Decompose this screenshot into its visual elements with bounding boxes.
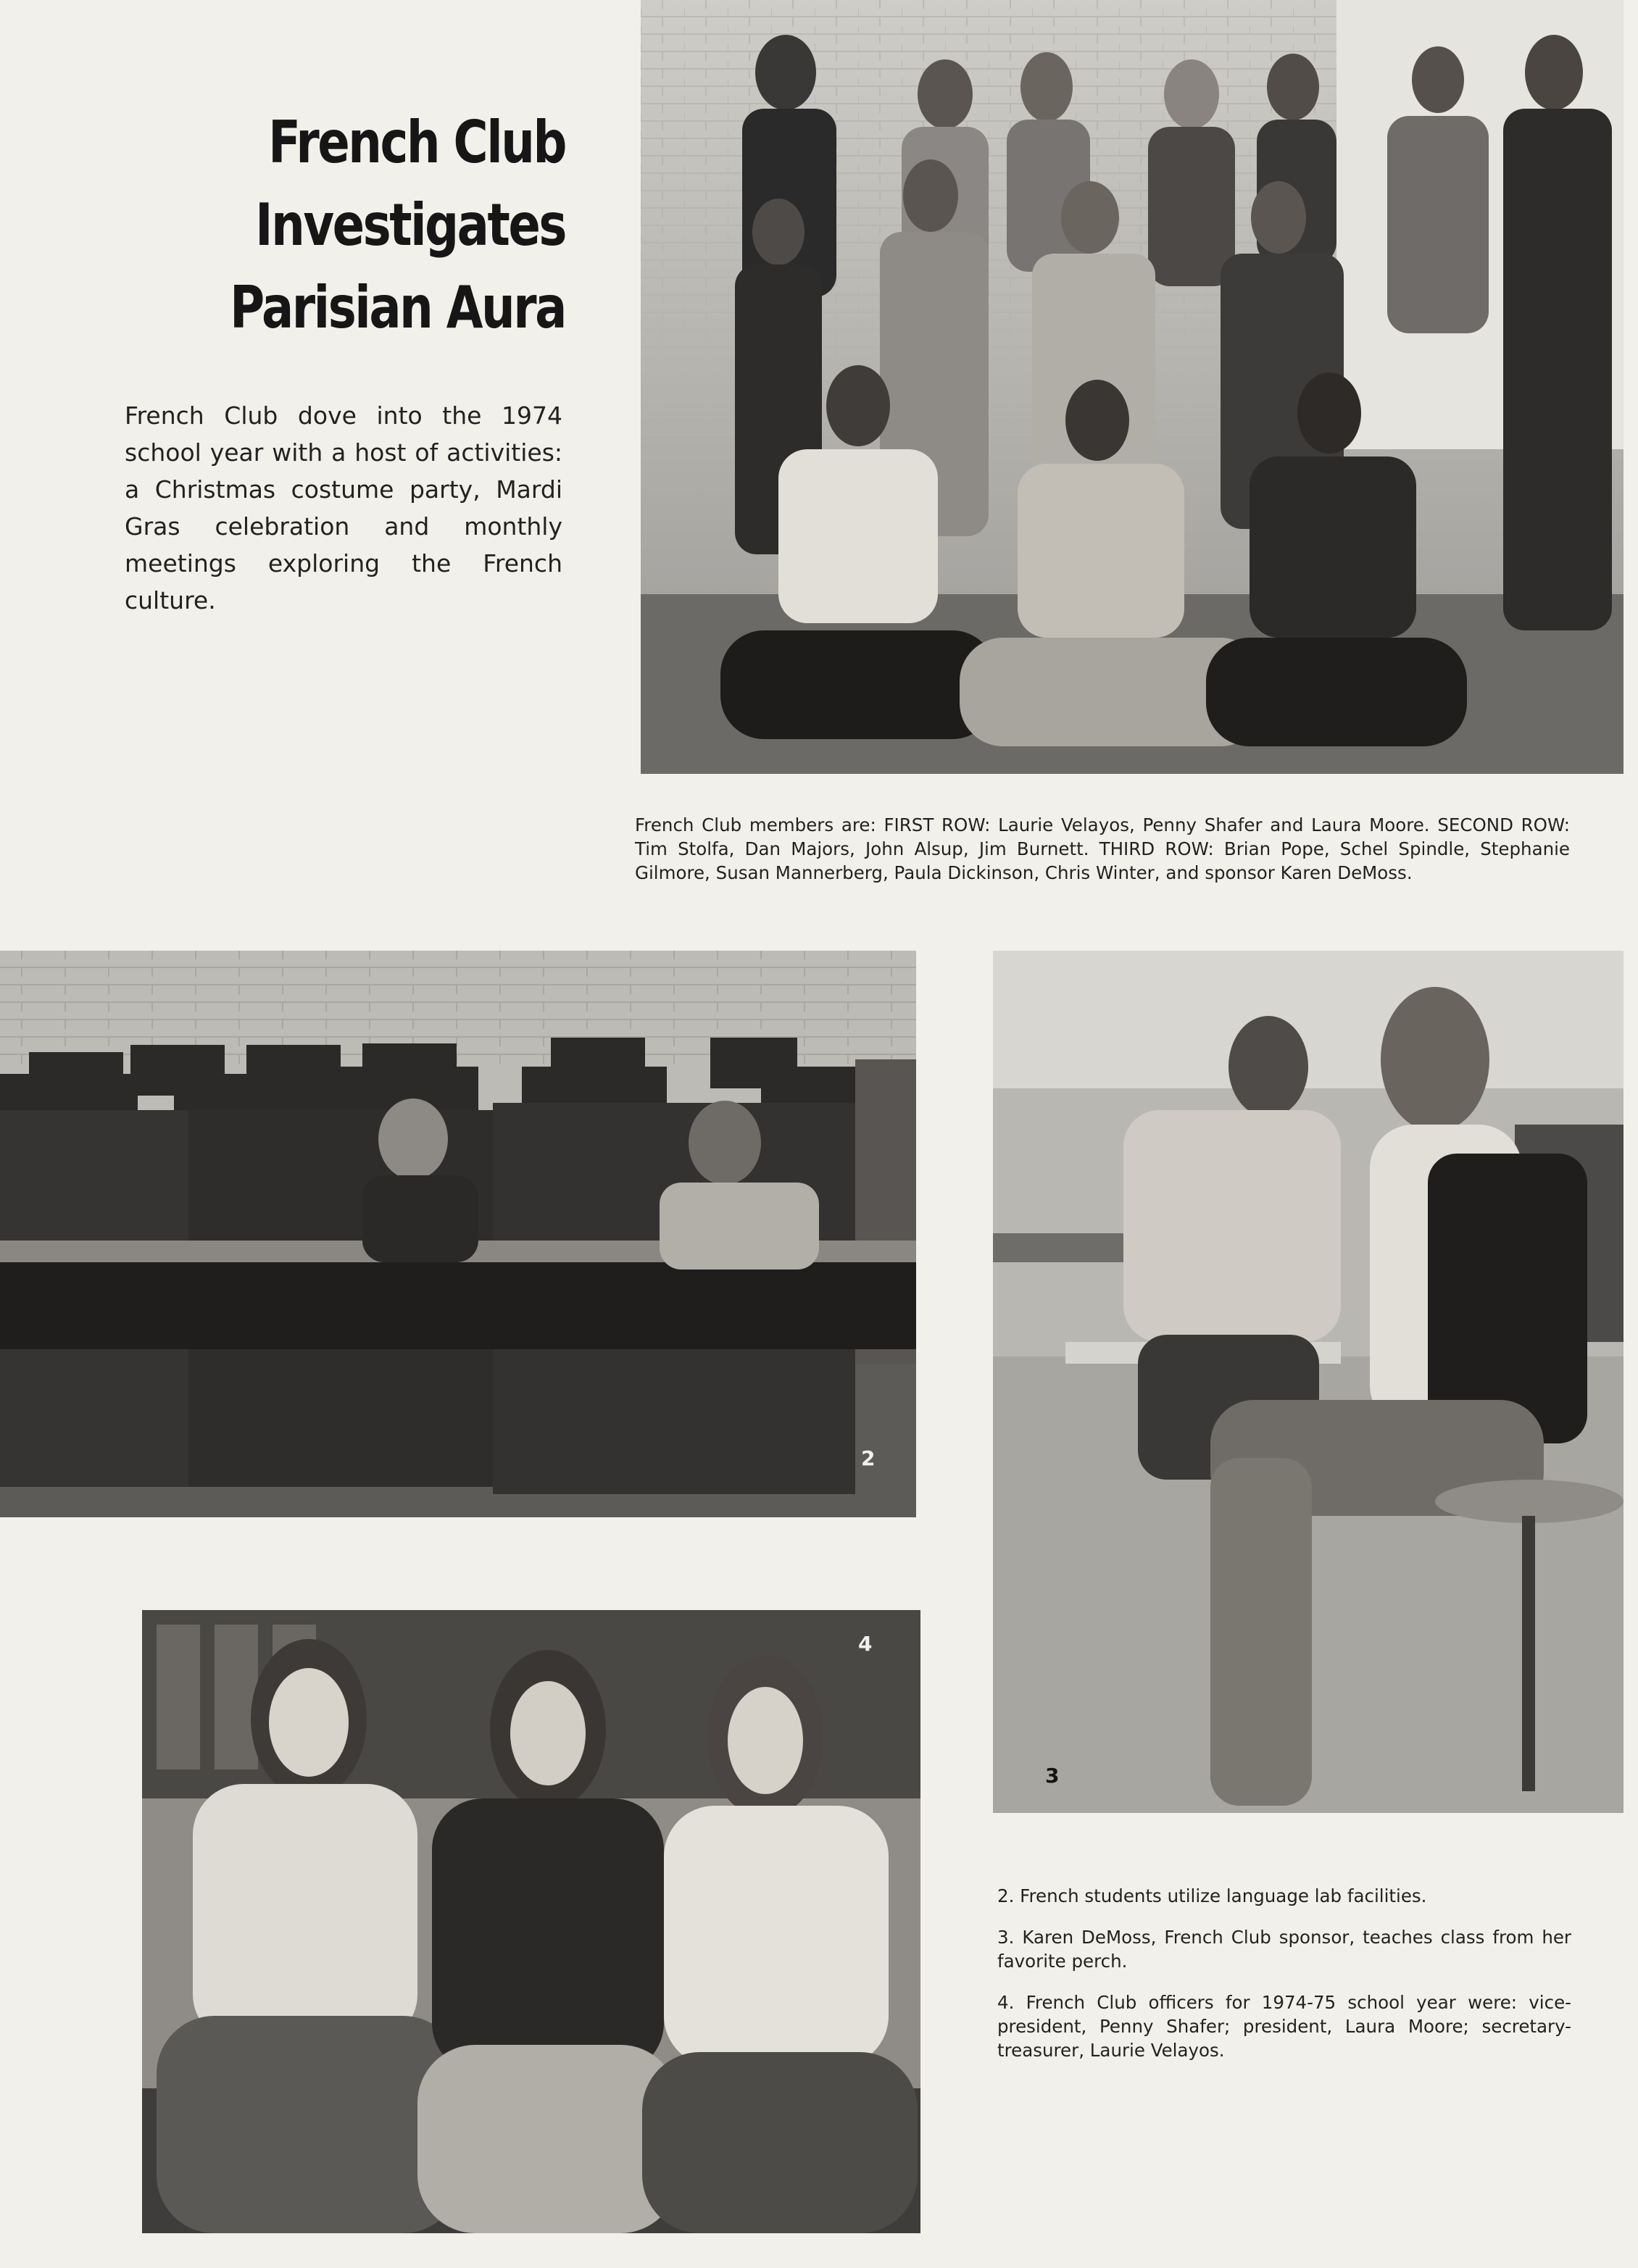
headline-line-1: French Club xyxy=(268,109,565,176)
caption-3: 3. Karen DeMoss, French Club sponsor, teaches class from her favorite perch. xyxy=(997,1927,1571,1972)
officers-photo xyxy=(142,1610,920,2233)
caption-4: 4. French Club officers for 1974-75 school year were: vice-president, Penny Shafer; president, Laura Moore; secretary-treasurer, Laurie Velayos. xyxy=(997,1992,1571,2061)
intro-paragraph: French Club dove into the 1974 school year with a host of activities: a Christmas costume party, Mardi Gras celebration and monthly meetings exploring the French culture. xyxy=(125,401,562,614)
headline-line-2: Investigates xyxy=(255,191,565,259)
group-photo-caption: French Club members are: FIRST ROW: Laurie Velayos, Penny Shafer and Laura Moore. SECOND ROW: Tim Stolfa, Dan Majors, John Alsup, Jim Burnett. THIRD ROW: Brian Pope, Schel Spindle, Stephanie Gilmore, Susan Mannerberg, Paula Dickinson, Chris Winter, and sponsor Karen DeMoss. xyxy=(635,814,1570,883)
photo-captions xyxy=(997,1884,1571,2080)
page-headline xyxy=(209,101,565,349)
language-lab-photo xyxy=(0,951,916,1517)
sponsor-teaching-photo xyxy=(993,951,1624,1813)
photo-number-3: 3 xyxy=(1045,1764,1060,1788)
caption-2: 2. French students utilize language lab facilities. xyxy=(997,1885,1427,1906)
photo-number-2: 2 xyxy=(861,1446,876,1470)
headline-line-3: Parisian Aura xyxy=(230,274,565,341)
photo-number-4: 4 xyxy=(858,1632,873,1656)
group-photo xyxy=(641,0,1624,774)
